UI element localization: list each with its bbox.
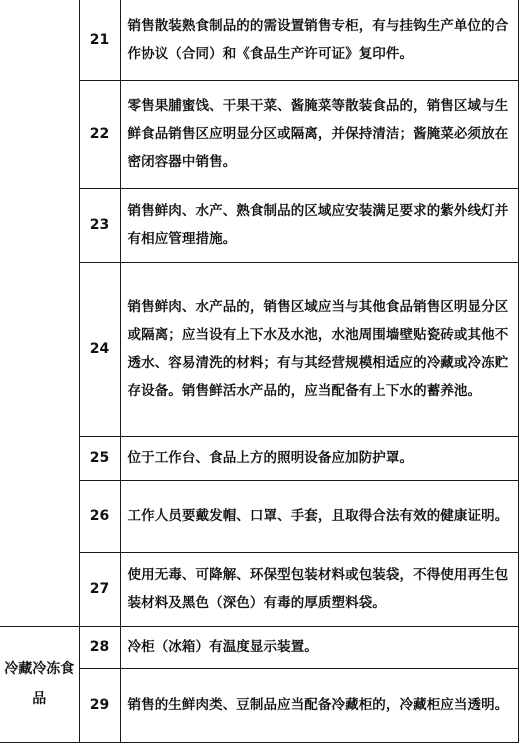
- item-number: 25: [79, 436, 120, 480]
- item-text: 工作人员要戴发帽、口罩、手套，且取得合法有效的健康证明。: [120, 480, 518, 552]
- item-text: 零售果脯蜜饯、干果干菜、酱腌菜等散装食品的，销售区域与生鲜食品销售区应明显分区或隔离，并保持清洁；酱腌菜必须放在密闭容器中销售。: [120, 80, 518, 188]
- item-number: 28: [79, 626, 120, 668]
- category-cell-frozen-food: 冷藏冷冻食品: [0, 626, 79, 742]
- item-number: 24: [79, 262, 120, 436]
- item-text: 冷柜（冰箱）有温度显示装置。: [120, 626, 518, 668]
- item-text: 销售鲜肉、水产品的，销售区域应当与其他食品销售区明显分区或隔离；应当设有上下水及水池，水池周围墙壁贴瓷砖或其他不透水、容易清洗的材料；有与其经营规模相适应的冷藏或冷冻贮存设备。销售鲜活水产品的，应当配备有上下水的蓄养池。: [120, 262, 518, 436]
- item-text: 使用无毒、可降解、环保型包装材料或包装袋，不得使用再生包装材料及黑色（深色）有毒的厚质塑料袋。: [120, 552, 518, 626]
- item-text: 销售散装熟食制品的的需设置销售专柜，有与挂钩生产单位的合作协议（合同）和《食品生产许可证》复印件。: [120, 0, 518, 80]
- category-cell-empty: [0, 0, 79, 626]
- item-number: 27: [79, 552, 120, 626]
- table-row: [0, 0, 518, 80]
- item-text: 销售鲜肉、水产、熟食制品的区域应安装满足要求的紫外线灯并有相应管理措施。: [120, 188, 518, 262]
- item-text: 位于工作台、食品上方的照明设备应加防护罩。: [120, 436, 518, 480]
- item-number: 26: [79, 480, 120, 552]
- item-number: 22: [79, 80, 120, 188]
- table-row: [0, 626, 518, 668]
- item-number: 29: [79, 668, 120, 742]
- item-number: 23: [79, 188, 120, 262]
- item-text: 销售的生鲜肉类、豆制品应当配备冷藏柜的，冷藏柜应当透明。: [120, 668, 518, 742]
- item-number: 21: [79, 0, 120, 80]
